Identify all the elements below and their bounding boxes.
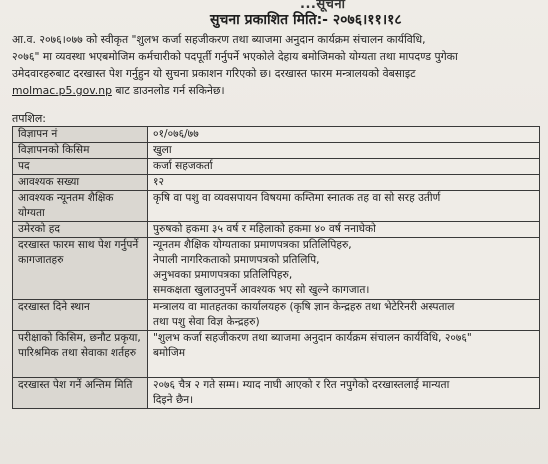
row-value-line: १२ [153, 176, 165, 188]
row-value-line: बमोजिम [153, 347, 186, 359]
row-value-line: पुरुषको हकमा ३५ वर्ष र महिलाको हकमा ४० वर्ष ननाघेको [153, 223, 376, 235]
table-row [13, 127, 540, 143]
intro-line: आ.व. २०७६।०७७ को स्वीकृत "शुलभ कर्जा सहजीकरण तथा ब्याजमा अनुदान कार्यक्रम संचालन कार्यविधि, [12, 33, 426, 46]
row-value-line: अनुभवका प्रमाणपत्रका प्रतिलिपिहरु, [153, 269, 293, 281]
row-label: विज्ञापनको किसिम [13, 143, 148, 159]
row-value-line: "शुलभ कर्जा सहजीकरण तथा ब्याजमा अनुदान कार्यक्रम संचालन कार्यविधि, २०७६" [153, 332, 472, 344]
table-row [13, 159, 540, 175]
row-value [148, 127, 540, 143]
row-value [148, 159, 540, 175]
row-value-line: मन्त्रालय वा मातहतका कार्यालयहरु (कृषि ज्ञान केन्द्रहरु तथा भेटेरिनरी अस्पताल [153, 301, 455, 313]
intro-line: उमेदवारहरुबाट दरखास्त पेश गर्नुहुन यो सुचना प्रकाशन गरिएको छ। दरखास्त फारम मन्त्रालयको वेबसाइट [12, 67, 416, 80]
intro-line: २०७६" मा व्यवस्था भएबमोजिम कर्मचारीको पदपूर्ती गर्नुपर्ने भएकोले देहाय बमोजिमको योग्यता तथा मापदण्ड पुगेका [12, 50, 458, 63]
row-label: पद [13, 159, 148, 175]
row-label: दरखास्त दिने स्थान [13, 300, 148, 331]
intro-download-line [12, 82, 540, 99]
table-row [13, 191, 540, 222]
row-label: दरखास्त फारम साथ पेश गर्नुपर्ने कागजातहरु [13, 238, 148, 300]
row-value-line: समकक्षता खुलाउनुपर्ने आवश्यक भए सो खुल्ने कागजात। [153, 284, 370, 296]
notice-publish-date: सुचना प्रकाशित मिति:- २०७६।११।१८ [210, 12, 402, 28]
row-value [148, 143, 540, 159]
row-label: दरखास्त पेश गर्ने अन्तिम मिति [13, 378, 148, 409]
details-label: तपशिल: [12, 112, 47, 125]
notice-heading: ...सूचना [300, 0, 346, 12]
intro-download-text: बाट डाउनलोड गर्न सकिनेछ। [111, 84, 225, 97]
row-value-line: नेपाली नागरिकताको प्रमाणपत्रको प्रतिलिपि, [153, 254, 320, 266]
table-row [13, 143, 540, 159]
table-row [13, 331, 540, 378]
details-table-body [13, 127, 540, 409]
row-value-line: न्यूनतम शैक्षिक योग्यताका प्रमाणपत्रका प्रतिलिपिहरु, [153, 239, 352, 251]
ministry-website-link[interactable]: molmac.p5.gov.np [12, 84, 112, 97]
row-value-line: ०१/०७६/७७ [153, 128, 199, 140]
table-row [13, 175, 540, 191]
row-value [148, 175, 540, 191]
row-value [148, 300, 540, 331]
row-value [148, 191, 540, 222]
row-label: आवश्यक सख्या [13, 175, 148, 191]
row-value [148, 331, 540, 378]
table-row [13, 300, 540, 331]
row-value-line: कृषि वा पशु वा व्यवसपायन विषयमा कम्तिमा स्नातक तह वा सो सरह उतीर्ण [153, 192, 441, 204]
row-label: परीक्षाको किसिम, छनौट प्रकृया, पारिश्रमिक तथा सेवाका शर्तहरु [13, 331, 148, 378]
row-value-line: खुला [153, 144, 172, 156]
table-row [13, 238, 540, 300]
row-value-line: तथा पशु सेवा विज्ञ केन्द्रहरु) [153, 316, 260, 328]
row-value-line: कर्जा सहजकर्ता [153, 160, 213, 172]
row-label: विज्ञापन नं [13, 127, 148, 143]
row-label: आवश्यक न्यूनतम शैक्षिक योग्यता [13, 191, 148, 222]
vacancy-details-table [12, 126, 540, 409]
row-value-line: २०७६ चैत्र २ गते सम्म। म्याद नाघी आएको र रित नपुगेको दरखास्तलाई मान्यता [153, 379, 450, 391]
row-value-line: दिइने छैन। [153, 394, 194, 406]
row-label: उमेरको हद [13, 222, 148, 238]
row-value [148, 378, 540, 409]
row-value [148, 238, 540, 300]
intro-paragraph [12, 31, 540, 99]
table-row [13, 378, 540, 409]
row-value [148, 222, 540, 238]
table-row [13, 222, 540, 238]
